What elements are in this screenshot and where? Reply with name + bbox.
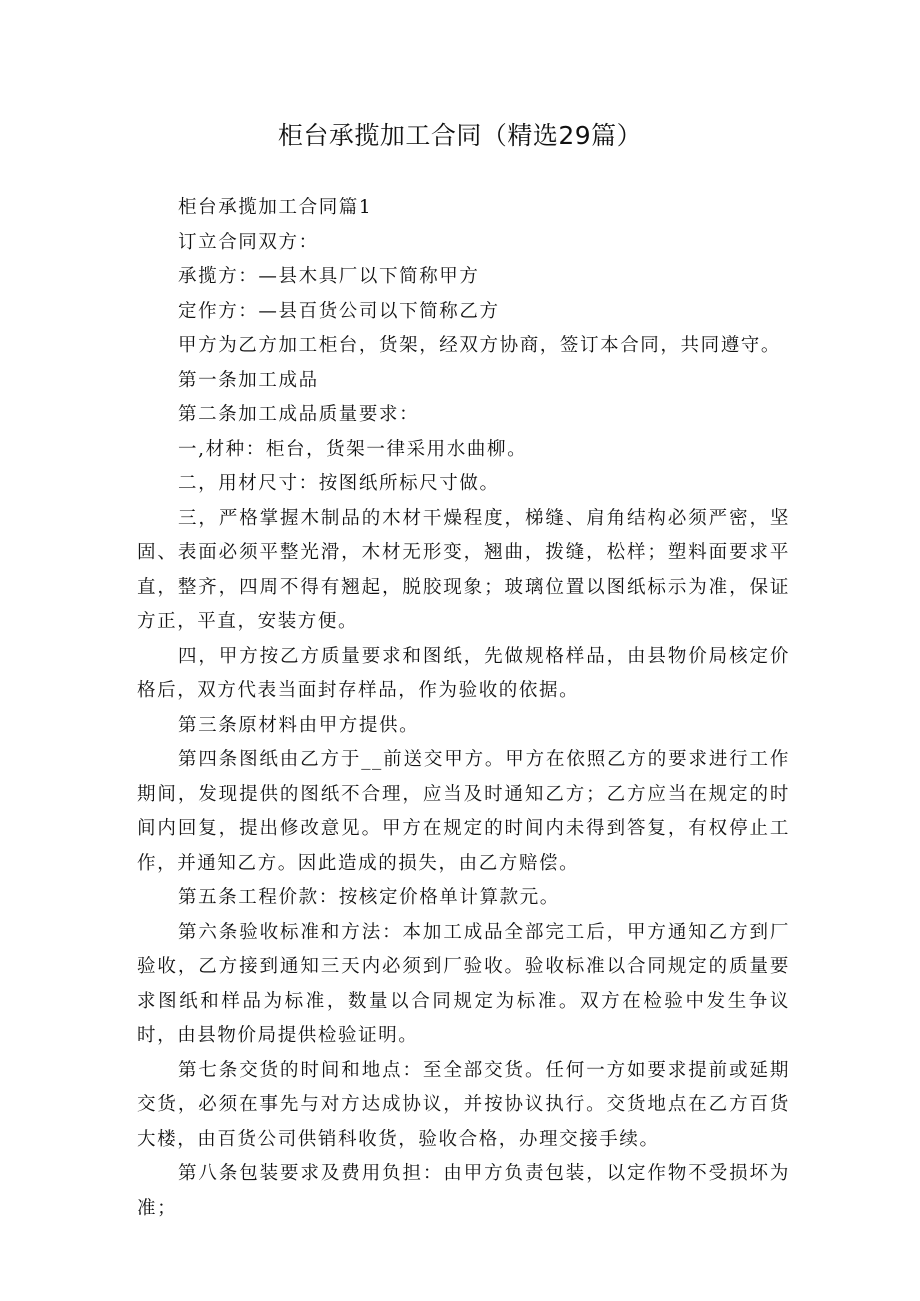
document-title: 柜台承揽加工合同（精选29篇） xyxy=(277,121,643,150)
article-7: 第七条交货的时间和地点：至全部交货。任何一方如要求提前或延期交货，必须在事先与对方达成协议，并按协议执行。交货地点在乙方百货大楼，由百货公司供销科收货，验收合格，办理交接手续。 xyxy=(137,1059,790,1150)
contractor-line: 承揽方：—县木具厂以下简称甲方 xyxy=(178,266,480,287)
article-1: 第一条加工成品 xyxy=(178,369,319,391)
article-6: 第六条验收标准和方法：本加工成品全部完工后，甲方通知乙方到厂验收，乙方接到通知三天内必须到厂验收。验收标准以合同规定的质量要求图纸和样品为标准，数量以合同规定为标准。双方在检验中发生争议时，由县物价局提供检验证明。 xyxy=(137,921,790,1046)
contract-parties-label: 订立合同双方： xyxy=(178,231,319,253)
article-3: 第三条原材料由甲方提供。 xyxy=(178,714,420,736)
article-8: 第八条包装要求及费用负担：由甲方负责包装，以定作物不受损坏为准； xyxy=(137,1163,790,1219)
client-line: 定作方：—县百货公司以下简称乙方 xyxy=(178,300,500,322)
article-2-item-3: 三，严格掌握木制品的木材干燥程度，梯缝、肩角结构必须严密，坚固、表面必须平整光滑，木材无形变，翘曲，拨缝，松样；塑料面要求平直，整齐，四周不得有翘起，脱胶现象；玻璃位置以图纸标示为准，保证方正，平直，安装方便。 xyxy=(137,507,790,632)
article-4: 第四条图纸由乙方于__前送交甲方。甲方在依照乙方的要求进行工作期间，发现提供的图纸不合理，应当及时通知乙方；乙方应当在规定的时间内回复，提出修改意见。甲方在规定的时间内未得到答复，有权停止工作，并通知乙方。因此造成的损失，由乙方赔偿。 xyxy=(137,749,790,874)
document-body xyxy=(137,191,790,1226)
article-5: 第五条工程价款：按核定价格单计算款元。 xyxy=(178,887,560,908)
article-2-item-1: 一,材种：柜台，货架一律采用水曲柳。 xyxy=(178,438,528,460)
article-2: 第二条加工成品质量要求： xyxy=(178,404,420,425)
section-heading: 柜台承揽加工合同篇1 xyxy=(178,197,373,218)
article-2-item-4: 四，甲方按乙方质量要求和图纸，先做规格样品，由县物价局核定价格后，双方代表当面封存样品，作为验收的依据。 xyxy=(137,645,790,701)
article-2-item-2: 二，用材尺寸：按图纸所标尺寸做。 xyxy=(178,473,500,494)
intro-paragraph: 甲方为乙方加工柜台，货架，经双方协商，签订本合同，共同遵守。 xyxy=(178,335,782,356)
